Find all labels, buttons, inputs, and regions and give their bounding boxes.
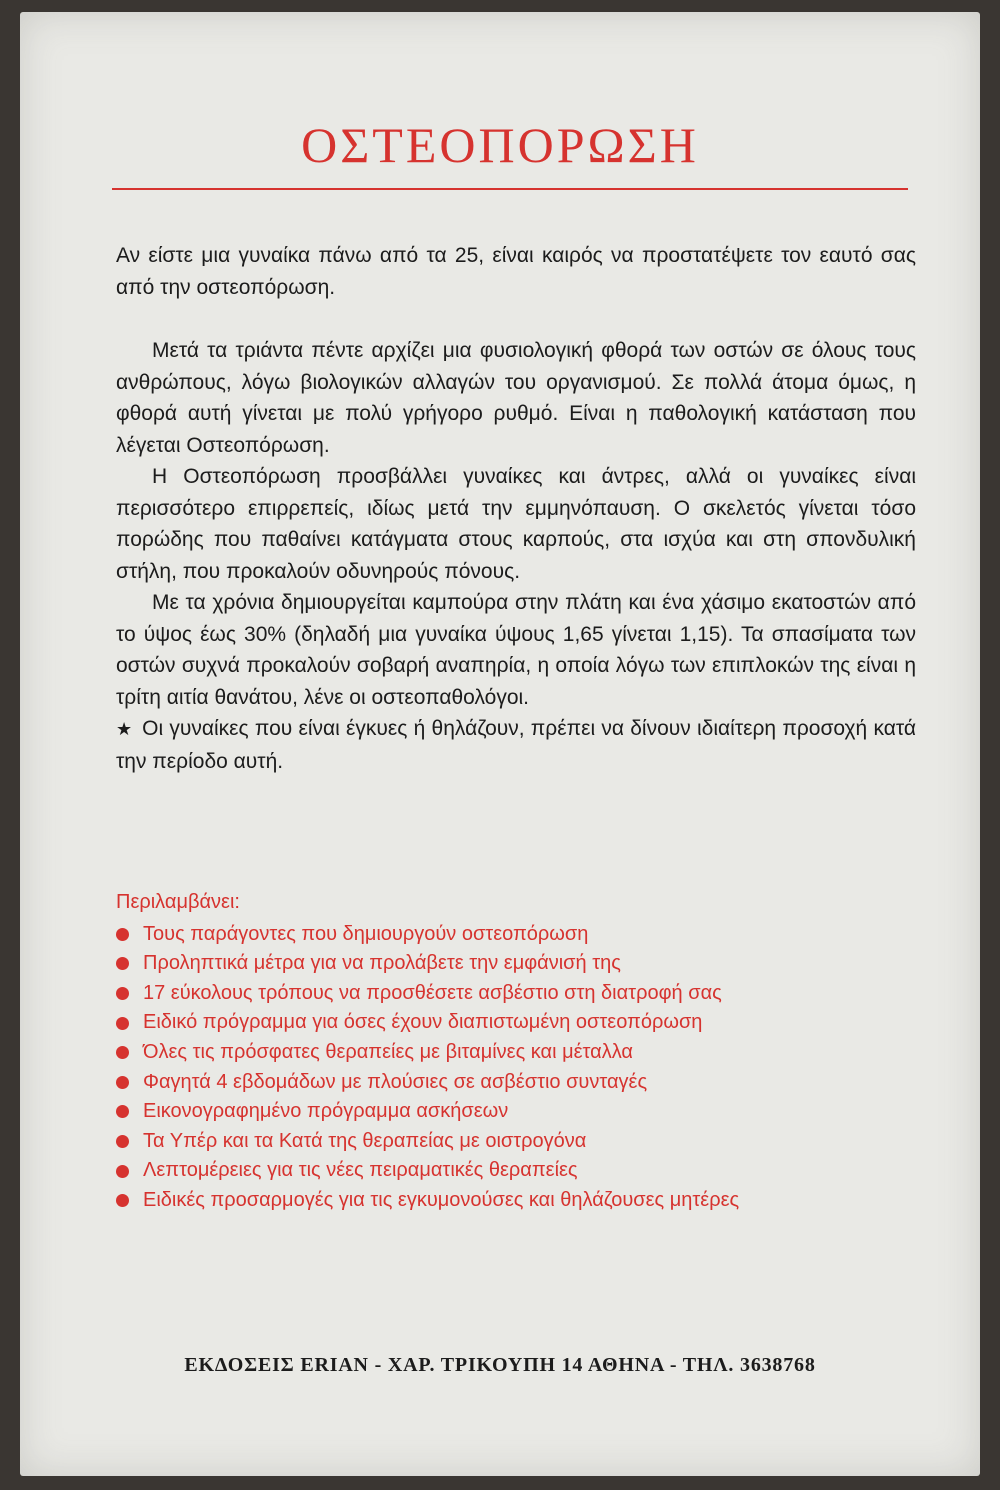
star-icon: ★ xyxy=(116,719,133,739)
list-item xyxy=(116,1068,946,1098)
body-paragraph: Η Οστεοπόρωση προσβάλλει γυναίκες και άντρες, αλλά οι γυναίκες είναι περισσότερο επιρρεπείς, ιδίως μετά την εμμηνόπαυση. Ο σκελετός γίνεται τόσο πορώδης που παθαίνει κατάγματα στους καρπούς, στα ισχύα και στη σπονδυλική στήλη, που προκαλούν οδυνηρούς πόνους. xyxy=(116,465,916,583)
list-item xyxy=(116,1156,946,1186)
list-item xyxy=(116,920,946,950)
list-item xyxy=(116,1186,946,1216)
description-text xyxy=(116,240,916,777)
bullet-icon xyxy=(116,1165,129,1178)
bullet-icon xyxy=(116,1046,129,1059)
list-item xyxy=(116,979,946,1009)
body-paragraph: Μετά τα τριάντα πέντε αρχίζει μια φυσιολογική φθορά των οστών σε όλους τους ανθρώπους, λόγω βιολογικών αλλαγών του οργανισμού. Σε πολλά άτομα όμως, η φθορά αυτή γίνεται με πολύ γρήγορο ρυθμό. Είναι η παθολογική κατάσταση που λέγεται Οστεοπόρωση. xyxy=(116,339,916,457)
list-item-text: Τους παράγοντες που δημιουργούν οστεοπόρωση xyxy=(143,922,589,945)
list-item-text: Εικονογραφημένο πρόγραμμα ασκήσεων xyxy=(143,1100,509,1123)
bullet-icon xyxy=(116,1076,129,1089)
list-item-text: Προληπτικά μέτρα για να προλάβετε την εμφάνισή της xyxy=(143,952,621,975)
list-item-text: Ειδικές προσαρμογές για τις εγκυμονούσες και θηλάζουσες μητέρες xyxy=(143,1188,740,1211)
list-item xyxy=(116,1038,946,1068)
book-back-cover xyxy=(20,12,980,1476)
list-item-text: Τα Υπέρ και τα Κατά της θεραπείας με οιστρογόνα xyxy=(143,1129,587,1152)
bullet-icon xyxy=(116,1105,129,1118)
star-note xyxy=(116,713,916,777)
bullet-icon xyxy=(116,1194,129,1207)
bullet-icon xyxy=(116,957,129,970)
list-item xyxy=(116,1008,946,1038)
body-paragraph: Με τα χρόνια δημιουργείται καμπούρα στην πλάτη και ένα χάσιμο εκατοστών από το ύψος έως 30% (δηλαδή μια γυναίκα ύψους 1,65 γίνεται 1,15). Τα σπασίματα των οστών συχνά προκαλούν σοβαρή αναπηρία, η οποία λόγω των επιπλοκών της είναι η τρίτη αιτία θανάτου, λένε οι οστεοπαθολόγοι. xyxy=(116,591,916,709)
includes-list xyxy=(116,920,946,1216)
intro-paragraph: Αν είστε μια γυναίκα πάνω από τα 25, είναι καιρός να προστατέψετε τον εαυτό σας από την οστεοπόρωση. xyxy=(116,244,916,299)
bullet-icon xyxy=(116,928,129,941)
bullet-icon xyxy=(116,1135,129,1148)
includes-heading: Περιλαμβάνει: xyxy=(116,891,240,913)
star-note-text: Οι γυναίκες που είναι έγκυες ή θηλάζουν, πρέπει να δίνουν ιδιαίτερη προσοχή κατά την περίοδο αυτή. xyxy=(116,717,916,773)
bullet-icon xyxy=(116,987,129,1000)
bullet-icon xyxy=(116,1017,129,1030)
list-item-text: Ειδικό πρόγραμμα για όσες έχουν διαπιστωμένη οστεοπόρωση xyxy=(143,1011,703,1034)
list-item-text: Λεπτομέρειες για τις νέες πειραματικές θεραπείες xyxy=(143,1159,578,1182)
title-underline xyxy=(112,188,908,190)
list-item-text: Όλες τις πρόσφατες θεραπείες με βιταμίνες και μέταλλα xyxy=(143,1040,633,1063)
list-item-text: 17 εύκολους τρόπους να προσθέσετε ασβέστιο στη διατροφή σας xyxy=(143,981,722,1004)
list-item xyxy=(116,949,946,979)
book-title: ΟΣΤΕΟΠΟΡΩΣΗ xyxy=(301,117,699,173)
publisher-line: ΕΚΔΟΣΕΙΣ ERIAN - ΧΑΡ. ΤΡΙΚΟΥΠΗ 14 ΑΘΗΝΑ - ΤΗΛ. 3638768 xyxy=(184,1354,816,1376)
list-item xyxy=(116,1097,946,1127)
list-item xyxy=(116,1127,946,1157)
list-item-text: Φαγητά 4 εβδομάδων με πλούσιες σε ασβέστιο συνταγές xyxy=(143,1070,648,1093)
includes-section xyxy=(116,888,946,1216)
